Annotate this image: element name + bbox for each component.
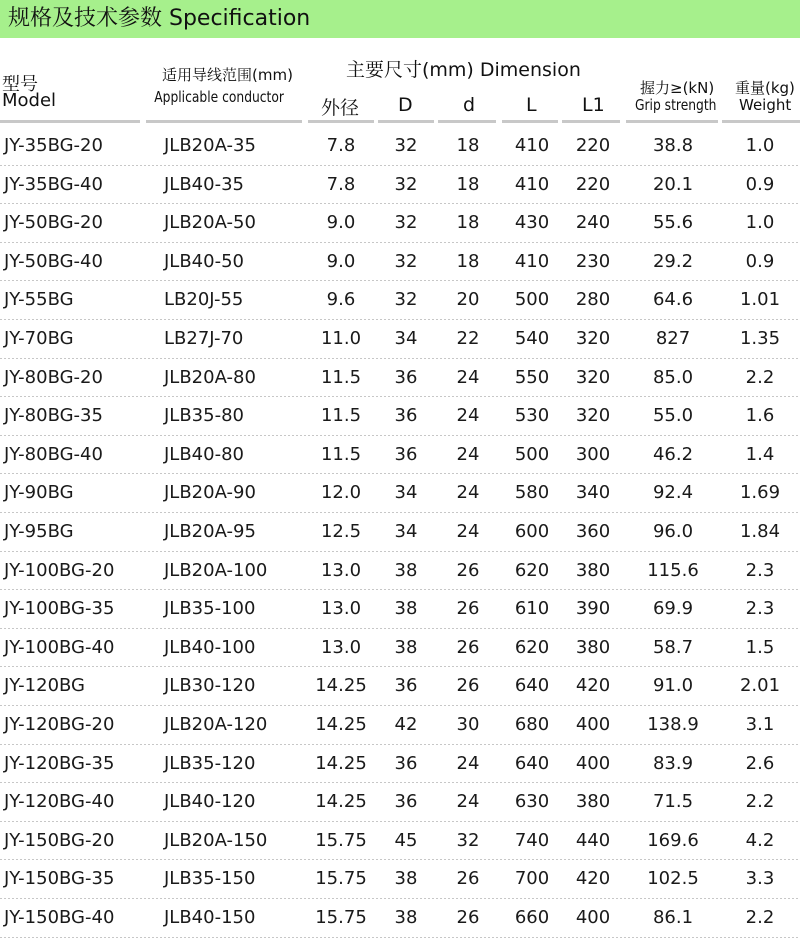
cell-L: 640 xyxy=(514,675,550,697)
cell-weight: 1.6 xyxy=(745,405,775,427)
cell-L: 540 xyxy=(514,328,550,349)
cell-D: 38 xyxy=(394,907,418,928)
cell-model: JY-55BG xyxy=(4,289,74,311)
cell-D: 36 xyxy=(394,675,418,697)
cell-d: 24 xyxy=(456,521,480,542)
cell-grip: 64.6 xyxy=(652,289,694,311)
cell-L1: 440 xyxy=(575,829,611,851)
cell-model: JY-120BG-40 xyxy=(4,791,115,813)
cell-weight: 4.2 xyxy=(745,829,775,851)
cell-grip: 85.0 xyxy=(652,366,694,388)
cell-outer-dia: 12.0 xyxy=(320,482,362,504)
cell-d: 20 xyxy=(456,289,480,311)
cell-L1: 380 xyxy=(575,791,611,813)
cell-D: 36 xyxy=(394,366,418,388)
table-row xyxy=(0,667,800,706)
cell-weight: 3.3 xyxy=(745,868,775,890)
table-row xyxy=(0,320,800,359)
header-model-en: Model xyxy=(2,90,57,111)
table-row xyxy=(0,281,800,320)
cell-outer-dia: 14.25 xyxy=(315,752,367,774)
cell-L1: 300 xyxy=(575,443,611,465)
table-row xyxy=(0,243,800,282)
cell-model: JY-35BG-40 xyxy=(4,173,103,195)
header-grip-en: Grip strength xyxy=(634,96,717,114)
header-grip-cn: 握力≥(kN) xyxy=(640,79,715,97)
cell-conductor: JLB40-50 xyxy=(164,250,244,272)
cell-weight: 1.01 xyxy=(739,289,781,311)
cell-conductor: JLB20A-50 xyxy=(164,212,256,234)
cell-weight: 1.5 xyxy=(745,636,775,658)
cell-L: 600 xyxy=(514,521,550,542)
cell-grip: 71.5 xyxy=(652,791,694,813)
cell-L1: 340 xyxy=(575,482,611,504)
cell-d: 18 xyxy=(456,173,480,195)
header-L1: L1 xyxy=(582,94,605,116)
cell-L: 500 xyxy=(514,289,550,311)
cell-grip: 115.6 xyxy=(647,559,699,581)
cell-model: JY-120BG-20 xyxy=(4,714,115,735)
table-row xyxy=(0,629,800,668)
cell-outer-dia: 9.6 xyxy=(326,289,356,311)
cell-L: 500 xyxy=(514,443,550,465)
header-weight-cn: 重量(kg) xyxy=(735,79,795,97)
cell-conductor: JLB40-80 xyxy=(164,443,244,465)
cell-D: 32 xyxy=(394,250,418,272)
cell-D: 38 xyxy=(394,636,418,658)
cell-grip: 46.2 xyxy=(652,443,694,465)
cell-d: 22 xyxy=(456,328,480,349)
cell-outer-dia: 14.25 xyxy=(315,675,367,697)
cell-D: 38 xyxy=(394,598,418,620)
cell-outer-dia: 9.0 xyxy=(326,212,356,234)
cell-outer-dia: 13.0 xyxy=(320,598,362,620)
cell-d: 26 xyxy=(456,868,480,890)
header-conductor-cn: 适用导线范围(mm) xyxy=(162,66,293,84)
cell-L: 430 xyxy=(514,212,550,234)
header-conductor-en: Applicable conductor xyxy=(154,88,284,106)
cell-conductor: JLB40-35 xyxy=(164,173,244,195)
cell-L1: 400 xyxy=(575,714,611,735)
cell-d: 26 xyxy=(456,675,480,697)
cell-L1: 240 xyxy=(575,212,611,234)
cell-weight: 2.2 xyxy=(745,366,775,388)
cell-D: 36 xyxy=(394,443,418,465)
cell-model: JY-150BG-40 xyxy=(4,907,115,928)
cell-model: JY-50BG-20 xyxy=(4,212,103,234)
cell-outer-dia: 7.8 xyxy=(326,135,356,156)
table-row xyxy=(0,436,800,475)
table-row xyxy=(0,860,800,899)
cell-model: JY-100BG-40 xyxy=(4,636,115,658)
cell-D: 36 xyxy=(394,752,418,774)
cell-d: 24 xyxy=(456,443,480,465)
cell-L1: 380 xyxy=(575,559,611,581)
cell-weight: 1.4 xyxy=(745,443,775,465)
cell-model: JY-150BG-20 xyxy=(4,829,115,851)
cell-d: 26 xyxy=(456,636,480,658)
table-row xyxy=(0,359,800,398)
cell-d: 18 xyxy=(456,135,480,156)
cell-conductor: JLB20A-150 xyxy=(164,829,268,851)
cell-L1: 360 xyxy=(575,521,611,542)
cell-weight: 2.3 xyxy=(745,598,775,620)
header-weight-en: Weight xyxy=(739,96,792,114)
cell-L: 410 xyxy=(514,250,550,272)
header-dimension: 主要尺寸(mm) Dimension xyxy=(346,59,581,81)
cell-d: 18 xyxy=(456,250,480,272)
cell-outer-dia: 13.0 xyxy=(320,559,362,581)
cell-weight: 2.2 xyxy=(745,907,775,928)
cell-d: 30 xyxy=(456,714,480,735)
header-rule xyxy=(146,120,302,123)
cell-L1: 400 xyxy=(575,752,611,774)
cell-grip: 55.6 xyxy=(652,212,694,234)
cell-model: JY-70BG xyxy=(4,328,74,349)
cell-d: 24 xyxy=(456,482,480,504)
cell-model: JY-120BG-35 xyxy=(4,752,115,774)
cell-D: 34 xyxy=(394,482,418,504)
cell-grip: 827 xyxy=(655,328,691,349)
cell-d: 24 xyxy=(456,366,480,388)
cell-L: 640 xyxy=(514,752,550,774)
cell-weight: 2.01 xyxy=(739,675,781,697)
cell-L: 700 xyxy=(514,868,550,890)
cell-L: 620 xyxy=(514,636,550,658)
cell-d: 24 xyxy=(456,752,480,774)
table-row xyxy=(0,397,800,436)
table-row xyxy=(0,127,800,166)
cell-weight: 2.2 xyxy=(745,791,775,813)
header-D: D xyxy=(398,94,413,116)
cell-weight: 1.0 xyxy=(745,135,775,156)
cell-d: 24 xyxy=(456,791,480,813)
cell-outer-dia: 15.75 xyxy=(315,829,367,851)
cell-grip: 55.0 xyxy=(652,405,694,427)
cell-outer-dia: 13.0 xyxy=(320,636,362,658)
cell-outer-dia: 14.25 xyxy=(315,791,367,813)
cell-L: 410 xyxy=(514,135,550,156)
header-rule xyxy=(308,120,374,123)
cell-d: 26 xyxy=(456,559,480,581)
cell-L: 620 xyxy=(514,559,550,581)
cell-model: JY-120BG xyxy=(4,675,85,697)
table-row xyxy=(0,474,800,513)
cell-grip: 38.8 xyxy=(652,135,694,156)
table-row xyxy=(0,822,800,861)
cell-conductor: LB20J-55 xyxy=(164,289,244,311)
cell-D: 36 xyxy=(394,405,418,427)
header-rule xyxy=(502,120,558,123)
header-rule xyxy=(438,120,496,123)
cell-model: JY-80BG-40 xyxy=(4,443,103,465)
cell-outer-dia: 9.0 xyxy=(326,250,356,272)
cell-model: JY-95BG xyxy=(4,521,74,542)
row-separator xyxy=(0,937,800,938)
cell-grip: 138.9 xyxy=(647,714,699,735)
cell-outer-dia: 14.25 xyxy=(315,714,367,735)
cell-D: 34 xyxy=(394,328,418,349)
cell-grip: 91.0 xyxy=(652,675,694,697)
cell-conductor: JLB20A-95 xyxy=(164,521,256,542)
cell-L1: 390 xyxy=(575,598,611,620)
cell-model: JY-80BG-20 xyxy=(4,366,103,388)
cell-outer-dia: 11.5 xyxy=(320,405,362,427)
cell-D: 32 xyxy=(394,135,418,156)
cell-L1: 230 xyxy=(575,250,611,272)
cell-conductor: JLB40-120 xyxy=(164,791,256,813)
cell-conductor: LB27J-70 xyxy=(164,328,244,349)
header-rule xyxy=(626,120,718,123)
cell-L1: 320 xyxy=(575,405,611,427)
table-row xyxy=(0,745,800,784)
cell-weight: 1.84 xyxy=(739,521,781,542)
cell-D: 32 xyxy=(394,289,418,311)
cell-L1: 420 xyxy=(575,868,611,890)
cell-conductor: JLB35-150 xyxy=(164,868,256,890)
cell-grip: 83.9 xyxy=(652,752,694,774)
cell-outer-dia: 15.75 xyxy=(315,907,367,928)
cell-grip: 29.2 xyxy=(652,250,694,272)
cell-grip: 102.5 xyxy=(647,868,699,890)
cell-L: 740 xyxy=(514,829,550,851)
cell-outer-dia: 11.5 xyxy=(320,366,362,388)
cell-conductor: JLB30-120 xyxy=(164,675,256,697)
cell-L: 580 xyxy=(514,482,550,504)
cell-d: 18 xyxy=(456,212,480,234)
cell-D: 32 xyxy=(394,173,418,195)
header-d: d xyxy=(463,94,476,116)
cell-D: 32 xyxy=(394,212,418,234)
cell-conductor: JLB20A-100 xyxy=(164,559,268,581)
cell-outer-dia: 11.5 xyxy=(320,443,362,465)
cell-model: JY-100BG-20 xyxy=(4,559,115,581)
cell-L1: 320 xyxy=(575,328,611,349)
cell-d: 26 xyxy=(456,907,480,928)
cell-L: 680 xyxy=(514,714,550,735)
table-row xyxy=(0,204,800,243)
cell-L1: 320 xyxy=(575,366,611,388)
header-model-cn: 型号 xyxy=(2,74,38,95)
cell-d: 26 xyxy=(456,598,480,620)
cell-model: JY-150BG-35 xyxy=(4,868,115,890)
cell-conductor: JLB20A-120 xyxy=(164,714,268,735)
cell-weight: 3.1 xyxy=(745,714,775,735)
cell-grip: 20.1 xyxy=(652,173,694,195)
cell-conductor: JLB40-100 xyxy=(164,636,256,658)
cell-conductor: JLB20A-35 xyxy=(164,135,256,156)
table-row xyxy=(0,590,800,629)
header-rule xyxy=(562,120,620,123)
table-row xyxy=(0,166,800,205)
cell-L1: 380 xyxy=(575,636,611,658)
cell-grip: 86.1 xyxy=(652,907,694,928)
header-L: L xyxy=(526,94,537,116)
cell-model: JY-50BG-40 xyxy=(4,250,103,272)
cell-grip: 58.7 xyxy=(652,636,694,658)
cell-weight: 1.69 xyxy=(739,482,781,504)
cell-model: JY-80BG-35 xyxy=(4,405,103,427)
cell-outer-dia: 7.8 xyxy=(326,173,356,195)
table-row xyxy=(0,783,800,822)
cell-conductor: JLB35-120 xyxy=(164,752,256,774)
table-row xyxy=(0,706,800,745)
cell-L: 530 xyxy=(514,405,550,427)
cell-L1: 420 xyxy=(575,675,611,697)
cell-D: 38 xyxy=(394,559,418,581)
cell-weight: 0.9 xyxy=(745,250,775,272)
cell-L: 630 xyxy=(514,791,550,813)
cell-grip: 69.9 xyxy=(652,598,694,620)
header-outer-diameter: 外径 xyxy=(321,97,360,119)
cell-conductor: JLB40-150 xyxy=(164,907,256,928)
table-row xyxy=(0,552,800,591)
cell-weight: 2.3 xyxy=(745,559,775,581)
cell-D: 38 xyxy=(394,868,418,890)
cell-outer-dia: 11.0 xyxy=(320,328,362,349)
cell-D: 34 xyxy=(394,521,418,542)
cell-grip: 92.4 xyxy=(652,482,694,504)
cell-model: JY-35BG-20 xyxy=(4,135,103,156)
cell-D: 36 xyxy=(394,791,418,813)
cell-outer-dia: 12.5 xyxy=(320,521,362,542)
cell-d: 32 xyxy=(456,829,480,851)
cell-L: 550 xyxy=(514,366,550,388)
cell-outer-dia: 15.75 xyxy=(315,868,367,890)
cell-grip: 169.6 xyxy=(647,829,699,851)
cell-conductor: JLB20A-80 xyxy=(164,366,256,388)
cell-L1: 220 xyxy=(575,135,611,156)
cell-L: 660 xyxy=(514,907,550,928)
cell-weight: 2.6 xyxy=(745,752,775,774)
cell-weight: 1.0 xyxy=(745,212,775,234)
title-banner: 规格及技术参数 Specification xyxy=(0,0,800,38)
cell-model: JY-90BG xyxy=(4,482,74,504)
cell-weight: 0.9 xyxy=(745,173,775,195)
header-rule xyxy=(722,120,800,123)
cell-D: 42 xyxy=(394,714,418,735)
table-row xyxy=(0,899,800,938)
cell-L1: 220 xyxy=(575,173,611,195)
cell-L: 610 xyxy=(514,598,550,620)
table-row xyxy=(0,513,800,552)
header-rule xyxy=(378,120,434,123)
cell-L1: 400 xyxy=(575,907,611,928)
cell-conductor: JLB20A-90 xyxy=(164,482,256,504)
cell-model: JY-100BG-35 xyxy=(4,598,115,620)
cell-weight: 1.35 xyxy=(739,328,781,349)
header-rule xyxy=(0,120,140,123)
cell-grip: 96.0 xyxy=(652,521,694,542)
cell-L: 410 xyxy=(514,173,550,195)
cell-d: 24 xyxy=(456,405,480,427)
cell-D: 45 xyxy=(394,829,418,851)
cell-conductor: JLB35-80 xyxy=(164,405,244,427)
cell-conductor: JLB35-100 xyxy=(164,598,256,620)
cell-L1: 280 xyxy=(575,289,611,311)
